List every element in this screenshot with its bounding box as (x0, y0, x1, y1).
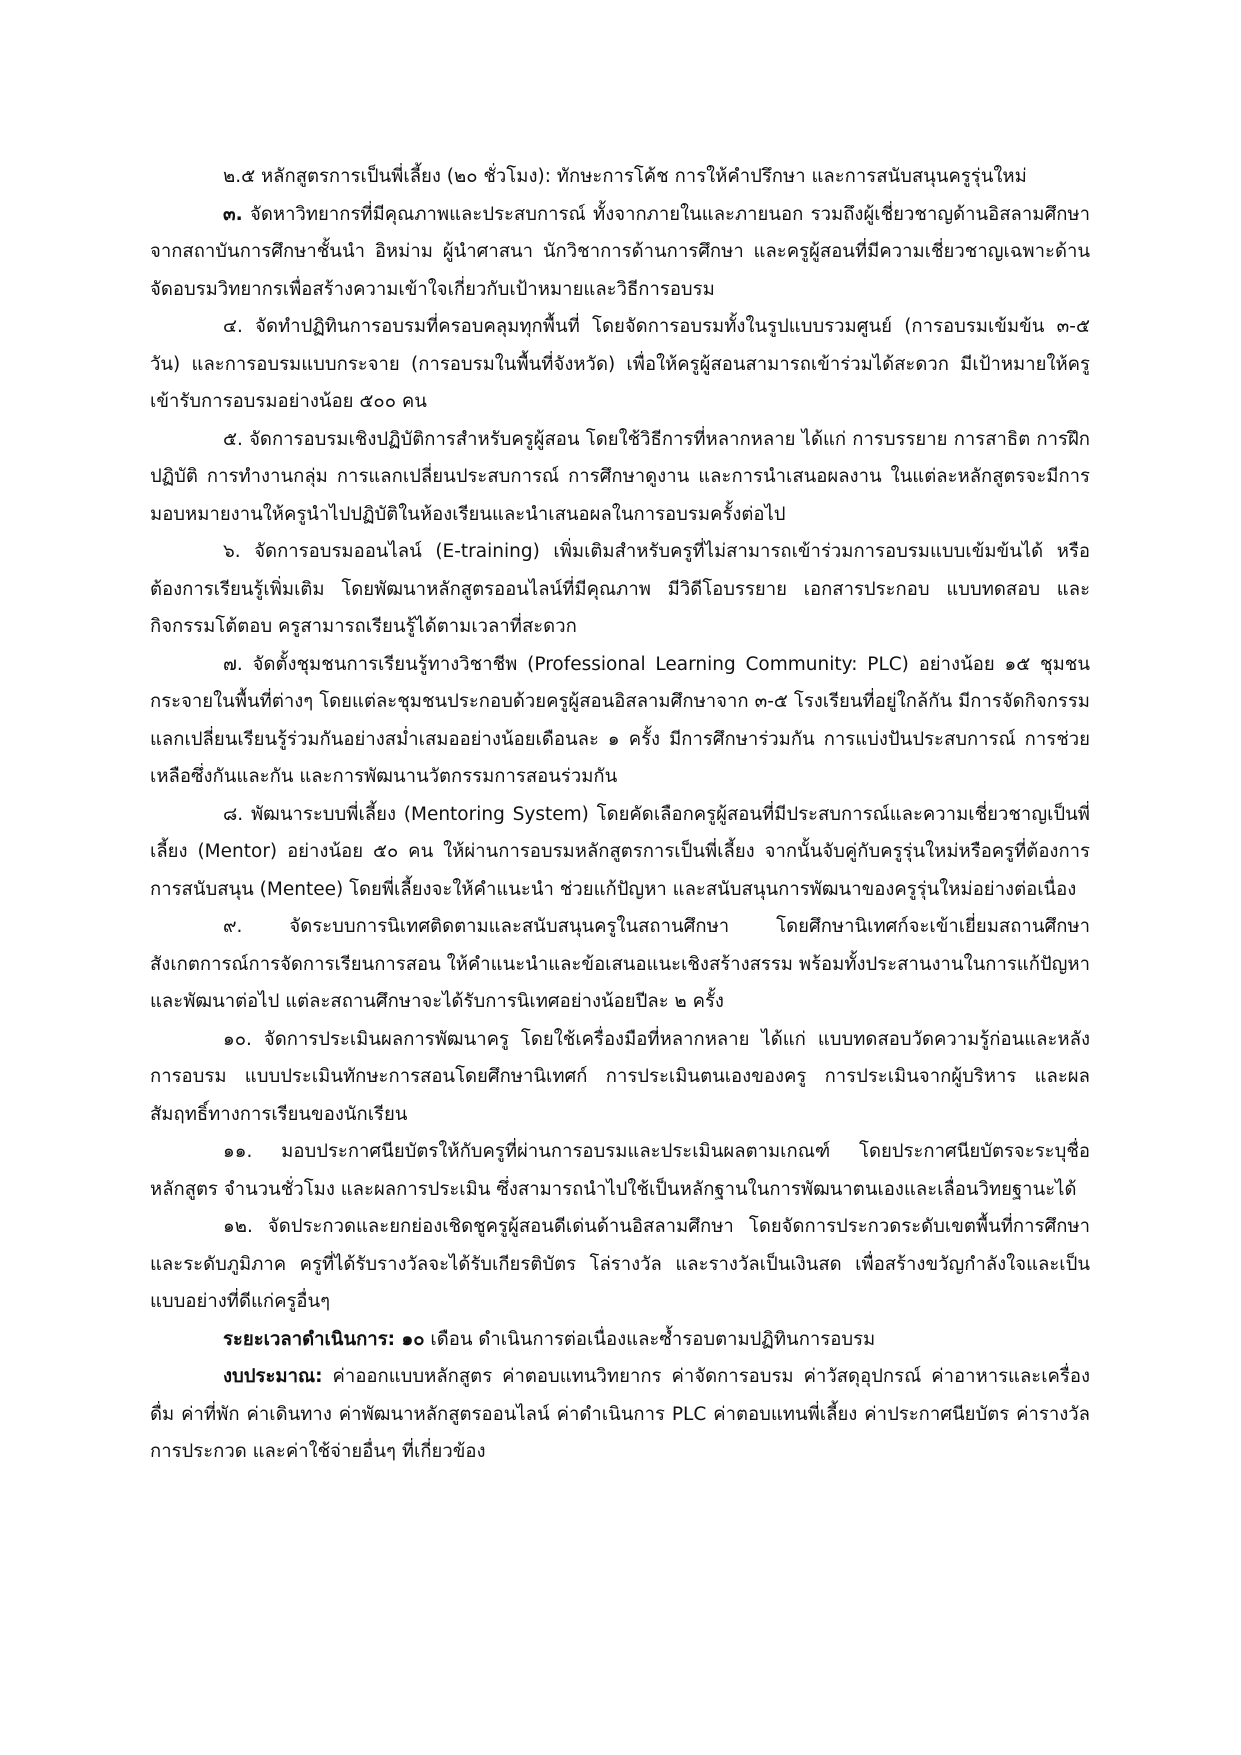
paragraph-text: ๖. จัดการอบรมออนไลน์ (E-training) เพิ่มเติมสำหรับครูที่ไม่สามารถเข้าร่วมการอบรมแบบเข้มข้นได้ หรือต้องการเรียนรู้เพิ่มเติม โดยพัฒนาหลักสูตรออนไลน์ที่มีคุณภาพ มีวิดีโอบรรยาย เอกสารประกอบ แบบทดสอบ และกิจกรรมโต้ตอบ ครูสามารถเรียนรู้ได้ตามเวลาที่สะดวก (150, 541, 1090, 637)
paragraph-item-3-speakers (150, 196, 1090, 309)
paragraph-text: ๑๐. จัดการประเมินผลการพัฒนาครู โดยใช้เครื่องมือที่หลากหลาย ได้แก่ แบบทดสอบวัดความรู้ก่อนและหลังการอบรม แบบประเมินทักษะการสอนโดยศึกษานิเทศก์ การประเมินตนเองของครู การประเมินจากผู้บริหาร และผลสัมฤทธิ์ทางการเรียนของนักเรียน (150, 1028, 1090, 1125)
paragraph-text: ๒.๕ หลักสูตรการเป็นพี่เลี้ยง (๒๐ ชั่วโมง): ทักษะการโค้ช การให้คำปรึกษา และการสนับสนุนครูรุ่นใหม่ (223, 166, 1027, 187)
paragraph-text: เดือน ดำเนินการต่อเนื่องและซ้ำรอบตามปฏิทินการอบรม (424, 1328, 876, 1350)
paragraph-text: ๙. จัดระบบการนิเทศติดตามและสนับสนุนครูในสถานศึกษา โดยศึกษานิเทศก์จะเข้าเยี่ยมสถานศึกษา สังเกตการณ์การจัดการเรียนการสอน ให้คำแนะนำและข้อเสนอแนะเชิงสร้างสรรม พร้อมทั้งประสานงานในการแก้ปัญหาและพัฒนาต่อไป แต่ละสถานศึกษาจะได้รับการนิเทศอย่างน้อยปีละ ๒ ครั้ง (150, 916, 1090, 1012)
duration-label: ระยะเวลาดำเนินการ: ๑๐ (223, 1328, 425, 1350)
budget-label: งบประมาณ: (223, 1366, 323, 1387)
paragraph-budget (150, 1358, 1090, 1471)
paragraph-2-5-mentoring-course (150, 158, 1090, 196)
paragraph-duration (150, 1321, 1090, 1359)
paragraph-text: ๗. จัดตั้งชุมชนการเรียนรู้ทางวิชาชีพ (Professional Learning Community: PLC) อย่างน้อย ๑๕ ชุมชน กระจายในพื้นที่ต่างๆ โดยแต่ละชุมชนประกอบด้วยครูผู้สอนอิสลามศึกษาจาก ๓-๕ โรงเรียนที่อยู่ใกล้กัน มีการจัดกิจกรรมแลกเปลี่ยนเรียนรู้ร่วมกันอย่างสม่ำเสมออย่างน้อยเดือนละ ๑ ครั้ง มีการศึกษาร่วมกัน การแบ่งปันประสบการณ์ การช่วยเหลือซึ่งกันและกัน และการพัฒนานวัตกรรมการสอนร่วมกัน (150, 653, 1090, 787)
paragraph-item-11-certificate (150, 1133, 1090, 1208)
paragraph-text: ๕. จัดการอบรมเชิงปฏิบัติการสำหรับครูผู้สอน โดยใช้วิธีการที่หลากหลาย ได้แก่ การบรรยาย การสาธิต การฝึกปฏิบัติ การทำงานกลุ่ม การแลกเปลี่ยนประสบการณ์ การศึกษาดูงาน และการนำเสนอผลงาน ในแต่ละหลักสูตรจะมีการมอบหมายงานให้ครูนำไปปฏิบัติในห้องเรียนและนำเสนอผลในการอบรมครั้งต่อไป (150, 428, 1090, 525)
paragraph-item-8-mentoring-system (150, 796, 1090, 909)
paragraph-item-7-plc (150, 646, 1090, 796)
paragraph-item-5-workshop (150, 421, 1090, 534)
paragraph-item-9-supervision (150, 908, 1090, 1021)
paragraph-item-10-evaluation (150, 1021, 1090, 1134)
paragraph-text: ค่าออกแบบหลักสูตร ค่าตอบแทนวิทยากร ค่าจัดการอบรม ค่าวัสดุอุปกรณ์ ค่าอาหารและเครื่องดื่ม ค่าที่พัก ค่าเดินทาง ค่าพัฒนาหลักสูตรออนไลน์ ค่าดำเนินการ PLC ค่าตอบแทนพี่เลี้ยง ค่าประกาศนียบัตร ค่ารางวัลการประกวด และค่าใช้จ่ายอื่นๆ ที่เกี่ยวข้อง (150, 1366, 1090, 1462)
paragraph-text: ๘. พัฒนาระบบพี่เลี้ยง (Mentoring System) โดยคัดเลือกครูผู้สอนที่มีประสบการณ์และความเชี่ยวชาญเป็นพี่เลี้ยง (Mentor) อย่างน้อย ๕๐ คน ให้ผ่านการอบรมหลักสูตรการเป็นพี่เลี้ยง จากนั้นจับคู่กับครูรุ่นใหม่หรือครูที่ต้องการการสนับสนุน (Mentee) โดยพี่เลี้ยงจะให้คำแนะนำ ช่วยแก้ปัญหา และสนับสนุนการพัฒนาของครูรุ่นใหม่อย่างต่อเนื่อง (150, 803, 1090, 900)
paragraph-text: จัดหาวิทยากรที่มีคุณภาพและประสบการณ์ ทั้งจากภายในและภายนอก รวมถึงผู้เชี่ยวชาญด้านอิสลามศึกษาจากสถาบันการศึกษาชั้นนำ อิหม่าม ผู้นำศาสนา นักวิชาการด้านการศึกษา และครูผู้สอนที่มีความเชี่ยวชาญเฉพาะด้าน จัดอบรมวิทยากรเพื่อสร้างความเข้าใจเกี่ยวกับเป้าหมายและวิธีการอบรม (150, 203, 1090, 300)
item-number: ๓. (223, 203, 243, 225)
paragraph-item-4-calendar (150, 308, 1090, 421)
paragraph-text: ๑๑. มอบประกาศนียบัตรให้กับครูที่ผ่านการอบรมและประเมินผลตามเกณฑ์ โดยประกาศนียบัตรจะระบุชื่อหลักสูตร จำนวนชั่วโมง และผลการประเมิน ซึ่งสามารถนำไปใช้เป็นหลักฐานในการพัฒนาตนเองและเลื่อนวิทยฐานะได้ (150, 1141, 1090, 1200)
document-page (150, 158, 1090, 1471)
paragraph-text: ๑๒. จัดประกวดและยกย่องเชิดชูครูผู้สอนดีเด่นด้านอิสลามศึกษา โดยจัดการประกวดระดับเขตพื้นที่การศึกษาและระดับภูมิภาค ครูที่ได้รับรางวัลจะได้รับเกียรติบัตร โล่รางวัล และรางวัลเป็นเงินสด เพื่อสร้างขวัญกำลังใจและเป็นแบบอย่างที่ดีแก่ครูอื่นๆ (150, 1216, 1090, 1312)
paragraph-item-6-e-training (150, 533, 1090, 646)
paragraph-text: ๔. จัดทำปฏิทินการอบรมที่ครอบคลุมทุกพื้นที่ โดยจัดการอบรมทั้งในรูปแบบรวมศูนย์ (การอบรมเข้มข้น ๓-๕ วัน) และการอบรมแบบกระจาย (การอบรมในพื้นที่จังหวัด) เพื่อให้ครูผู้สอนสามารถเข้าร่วมได้สะดวก มีเป้าหมายให้ครูเข้ารับการอบรมอย่างน้อย ๕๐๐ คน (150, 316, 1090, 412)
paragraph-item-12-awards (150, 1208, 1090, 1321)
